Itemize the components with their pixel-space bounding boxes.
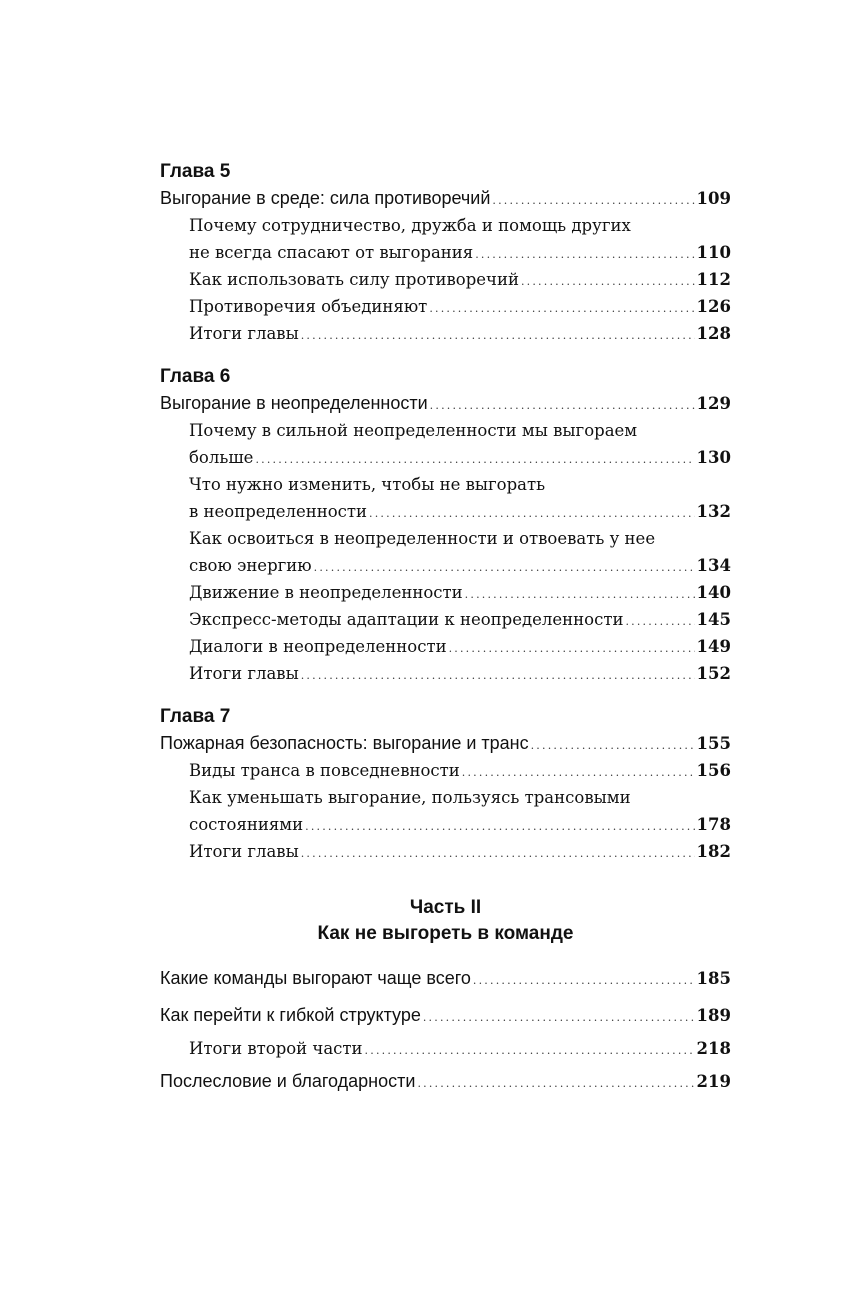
toc-entry-title: Итоги главы [189,664,299,683]
toc-entry-title: в неопределенности [189,502,368,521]
toc-entry-title: Итоги главы [189,324,299,343]
toc-entry-title: Пожарная безопасность: выгорание и транс [160,733,529,753]
page-number: 109 [696,189,731,208]
part-entries [160,965,731,1095]
toc-entry[interactable] [160,1035,731,1062]
chapter-heading: Глава 7 [160,706,231,727]
page-number: 110 [696,243,731,262]
dot-leader [369,500,695,527]
toc-entry-title: Противоречия объединяют [189,297,428,316]
toc-entry[interactable] [160,838,731,865]
toc-entry-title: Послесловие и благодарности [160,1071,416,1091]
dot-leader [301,840,695,867]
page-number: 178 [696,815,731,834]
toc-entry-title: не всегда спасают от выгорания [189,243,474,262]
page-number: 219 [696,1072,731,1091]
toc-entry[interactable] [160,239,731,266]
dot-leader [365,1037,695,1064]
dot-leader [429,295,694,322]
toc-entry[interactable] [160,266,731,293]
dot-leader [462,759,695,786]
toc-entry-title: состояниями [189,815,304,834]
toc-entry[interactable] [160,293,731,320]
part-heading [160,895,731,947]
dot-leader [492,187,694,214]
chapter-6 [160,363,731,687]
page-number: 128 [696,324,731,343]
dot-leader [255,446,694,473]
toc-entry-title: свою энергию [189,556,312,575]
page-number: 185 [696,969,731,988]
dot-leader [417,1070,694,1097]
toc-entry-chapter-title[interactable] [160,1002,731,1029]
toc-entry-title: Диалоги в неопределенности [189,637,447,656]
toc-entry-title: Выгорание в неопределенности [160,393,428,413]
toc-entry-chapter-title[interactable] [160,390,731,417]
page-number: 112 [696,270,731,289]
toc-entry-title: Какие команды выгорают чаще всего [160,968,471,988]
toc-entry-title: больше [189,448,254,467]
toc-entry-title: Итоги второй части [189,1039,363,1058]
toc-entry-chapter-title[interactable] [160,965,731,992]
toc-entry[interactable] [160,606,731,633]
toc-entry-line: Почему сотрудничество, дружба и помощь других [189,216,631,235]
table-of-contents [160,158,731,1105]
page-number: 129 [696,394,731,413]
page-number: 130 [696,448,731,467]
page-number: 149 [696,637,731,656]
page-number: 189 [696,1006,731,1025]
toc-entry-chapter-title[interactable] [160,1068,731,1095]
toc-entry[interactable] [160,498,731,525]
page-number: 218 [696,1039,731,1058]
part-title: Как не выгореть в команде [317,923,574,944]
toc-entry-title: Экспресс-методы адаптации к неопределенности [189,610,624,629]
toc-entry-title: Как использовать силу противоречий [189,270,519,289]
spacer [160,687,731,703]
toc-entry-title: Итоги главы [189,842,299,861]
chapter-heading: Глава 6 [160,366,231,387]
dot-leader [449,635,695,662]
dot-leader [465,581,695,608]
spacer [160,347,731,363]
dot-leader [473,967,695,994]
page-number: 126 [696,297,731,316]
toc-entry[interactable] [160,633,731,660]
toc-entry-chapter-title[interactable] [160,730,731,757]
dot-leader [301,322,695,349]
toc-entry-line: Как освоиться в неопределенности и отвоевать у нее [189,529,656,548]
page-number: 152 [696,664,731,683]
page-number: 145 [696,610,731,629]
page-number: 156 [696,761,731,780]
page-number: 132 [696,502,731,521]
dot-leader [314,554,695,581]
toc-entry[interactable] [160,660,731,687]
toc-entry-title: Выгорание в среде: сила противоречий [160,188,491,208]
toc-entry-line: Как уменьшать выгорание, пользуясь трансовыми [189,788,631,807]
page-number: 140 [696,583,731,602]
toc-entry-title: Как перейти к гибкой структуре [160,1005,421,1025]
chapter-heading: Глава 5 [160,161,231,182]
dot-leader [423,1004,695,1031]
toc-entry[interactable] [160,757,731,784]
toc-entry-line: Почему в сильной неопределенности мы выгораем [189,421,638,440]
dot-leader [531,732,695,759]
toc-entry-line: Что нужно изменить, чтобы не выгорать [189,475,546,494]
dot-leader [475,241,694,268]
dot-leader [625,608,694,635]
part-label: Часть II [409,897,482,918]
chapter-7 [160,703,731,865]
dot-leader [301,662,695,689]
toc-entry[interactable] [160,320,731,347]
dot-leader [521,268,695,295]
toc-entry[interactable] [160,579,731,606]
dot-leader [305,813,694,840]
toc-entry[interactable] [160,444,731,471]
toc-entry-chapter-title[interactable] [160,185,731,212]
toc-entry-title: Движение в неопределенности [189,583,463,602]
toc-entry[interactable] [160,552,731,579]
toc-entry[interactable] [160,811,731,838]
chapter-5 [160,158,731,347]
toc-entry-title: Виды транса в повседневности [189,761,460,780]
page-number: 182 [696,842,731,861]
page-number: 134 [696,556,731,575]
page-number: 155 [696,734,731,753]
dot-leader [430,392,695,419]
